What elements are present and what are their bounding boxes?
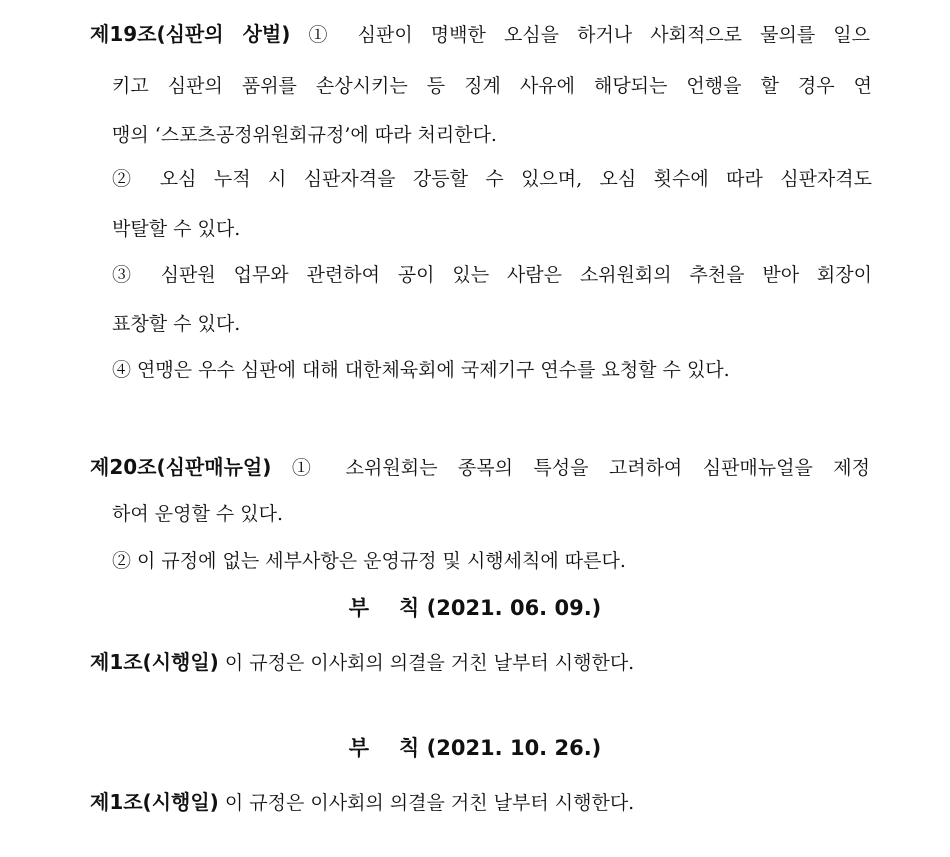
appendix-1-article-text: 이 규정은 이사회의 의결을 거친 날부터 시행한다. bbox=[224, 652, 635, 674]
appendix-1-date: (2021. 06. 09.) bbox=[426, 596, 602, 620]
appendix-1-article bbox=[90, 644, 870, 680]
appendix-2-title-prefix: 부 bbox=[348, 736, 370, 760]
article-20-para-1-line-1: ① 소위원회는 종목의 특성을 고려하여 심판매뉴얼을 제정 bbox=[291, 457, 870, 479]
appendix-1-article-heading: 제1조(시행일) bbox=[90, 650, 219, 674]
article-20-para-2-line-1: ② 이 규정에 없는 세부사항은 운영규정 및 시행세칙에 따른다. bbox=[112, 550, 626, 572]
article-19-para-3-line-1: ③ 심판원 업무와 관련하여 공이 있는 사람은 소위원회의 추천을 받아 회장이 bbox=[112, 264, 872, 286]
article-19-para-1-line-2: 키고 심판의 품위를 손상시키는 등 징계 사유에 해당되는 언행을 할 경우 연 bbox=[112, 75, 872, 97]
appendix-1-title-suffix: 칙 bbox=[399, 596, 420, 620]
appendix-2-title-suffix: 칙 bbox=[399, 736, 420, 760]
article-20-heading: 제20조(심판매뉴얼) bbox=[90, 455, 272, 479]
article-19-para-1-line-1: ① 심판이 명백한 오심을 하거나 사회적으로 물의를 일으 bbox=[308, 24, 870, 46]
article-19-para-4-line-1: ④ 연맹은 우수 심판에 대해 대한체육회에 국제기구 연수를 요청할 수 있다. bbox=[112, 359, 730, 381]
appendix-1-title-prefix: 부 bbox=[348, 596, 370, 620]
appendix-1-title bbox=[0, 590, 950, 626]
article-19-para-3-line-2: 표창할 수 있다. bbox=[112, 313, 241, 335]
article-19-para-2-line-2: 박탈할 수 있다. bbox=[112, 218, 241, 240]
article-20-para-1-line-2: 하여 운영할 수 있다. bbox=[112, 503, 283, 525]
article-19-line-1 bbox=[90, 16, 870, 52]
appendix-2-title bbox=[0, 730, 950, 766]
appendix-2-article-heading: 제1조(시행일) bbox=[90, 790, 219, 814]
article-20-line-1 bbox=[90, 449, 870, 485]
article-19-para-2-line-1: ② 오심 누적 시 심판자격을 강등할 수 있으며, 오심 횟수에 따라 심판자격도 bbox=[112, 168, 872, 190]
appendix-2-article bbox=[90, 784, 870, 820]
appendix-2-article-text: 이 규정은 이사회의 의결을 거친 날부터 시행한다. bbox=[224, 792, 635, 814]
article-19-heading: 제19조(심판의 상벌) bbox=[90, 22, 291, 46]
article-19-para-1-line-3: 맹의 ‘스포츠공정위원회규정’에 따라 처리한다. bbox=[112, 124, 497, 146]
appendix-2-date: (2021. 10. 26.) bbox=[426, 736, 602, 760]
